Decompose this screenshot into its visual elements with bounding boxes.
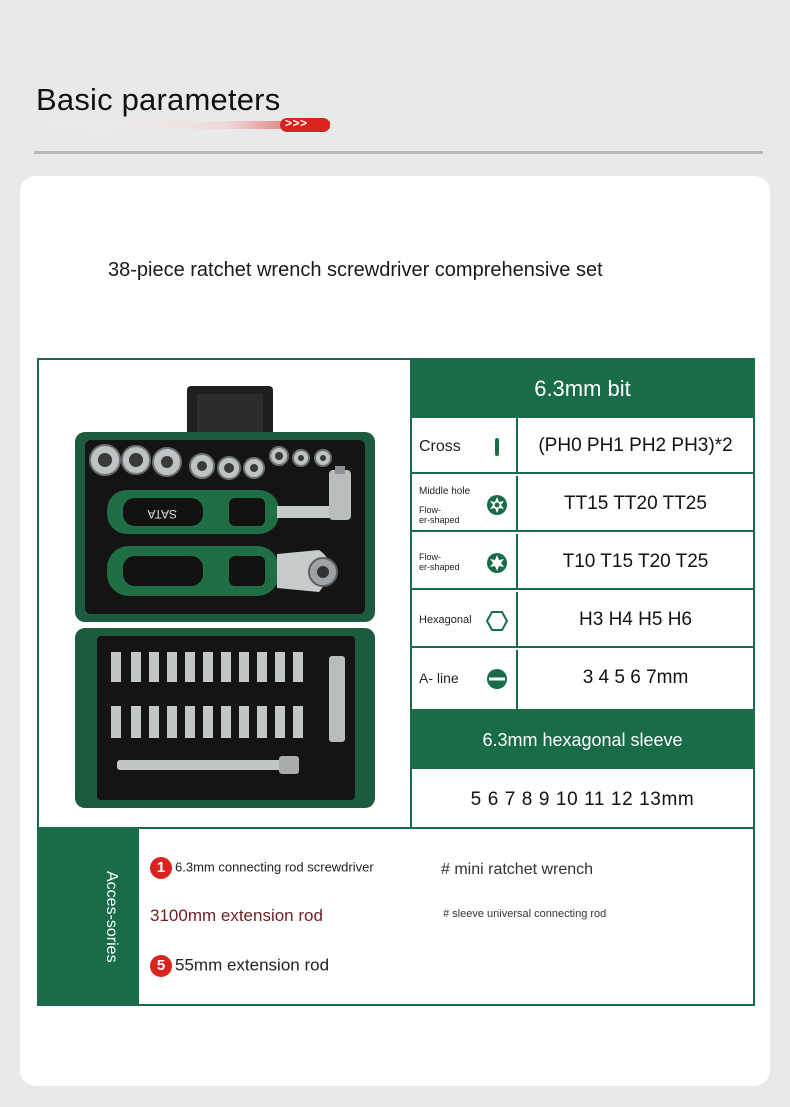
bit-row-label [412, 476, 518, 532]
accessory-badge-1: 1 [150, 857, 172, 879]
bit-label-middle-hole: Middle hole [419, 486, 471, 497]
sleeve-header: 6.3mm hexagonal sleeve [412, 709, 753, 769]
bit-row-label [412, 592, 518, 648]
accessory-badge-5: 5 [150, 955, 172, 977]
bit-label-er-shaped: er-shaped [419, 515, 460, 525]
brand-label-1: SATA [147, 507, 177, 521]
bit-row-cross [412, 418, 753, 474]
torx-hole-icon [486, 494, 508, 516]
bit-label-a-line: A- line [419, 670, 459, 686]
bit-row-label [412, 418, 518, 474]
torx-icon [486, 552, 508, 574]
header-divider [34, 151, 763, 154]
hex-icon [486, 610, 508, 632]
bit-value-flower: T10 T15 T20 T25 [562, 551, 709, 572]
accessory-item-2 [441, 861, 593, 879]
accessory-text-1: 6.3mm connecting rod screwdriver [175, 859, 374, 875]
bit-label-er-shaped: er-shaped [419, 562, 460, 572]
bit-label-flow: Flow- [419, 505, 441, 515]
slotted-icon [486, 668, 508, 690]
accessory-text-4: # sleeve universal connecting rod [443, 908, 607, 920]
cross-tip-icon [486, 436, 508, 458]
accessory-text-5: 55mm extension rod [175, 955, 330, 975]
bit-row-a-line [412, 650, 753, 709]
bit-row-middle-hole-flower [412, 476, 753, 532]
bit-row-label [412, 650, 518, 709]
accessories-divider [39, 827, 753, 829]
accessory-item-1 [150, 857, 374, 879]
bit-label-cross: Cross [419, 438, 461, 455]
bit-row-flower [412, 534, 753, 590]
accessory-text-2: # mini ratchet wrench [441, 861, 594, 878]
accessory-text-3: 3100mm extension rod [150, 906, 323, 925]
bit-value-a-line: 3 4 5 6 7mm [582, 667, 689, 688]
accessory-item-5 [150, 955, 329, 977]
bit-row-hexagonal [412, 592, 753, 648]
page-title: Basic parameters [36, 82, 281, 117]
bit-row-label [412, 534, 518, 590]
bit-value-hexagonal: H3 H4 H5 H6 [579, 609, 692, 630]
bit-table-header: 6.3mm bit [412, 360, 753, 418]
accessories-label: Acces-sories [103, 871, 120, 963]
title-arrows: >>> [285, 116, 308, 130]
bit-value-middle-hole-flower: TT15 TT20 TT25 [564, 493, 707, 514]
accessory-item-4 [443, 908, 606, 920]
bit-label-flow: Flow- [419, 552, 441, 562]
sleeve-sizes: 5 6 7 8 9 10 11 12 13mm [470, 789, 695, 810]
product-subtitle: 38-piece ratchet wrench screwdriver comprehensive set [108, 259, 603, 281]
accessory-item-3 [150, 906, 323, 926]
bit-value-cross: (PH0 PH1 PH2 PH3)*2 [538, 435, 733, 456]
bit-label-hexagonal: Hexagonal [419, 614, 472, 626]
